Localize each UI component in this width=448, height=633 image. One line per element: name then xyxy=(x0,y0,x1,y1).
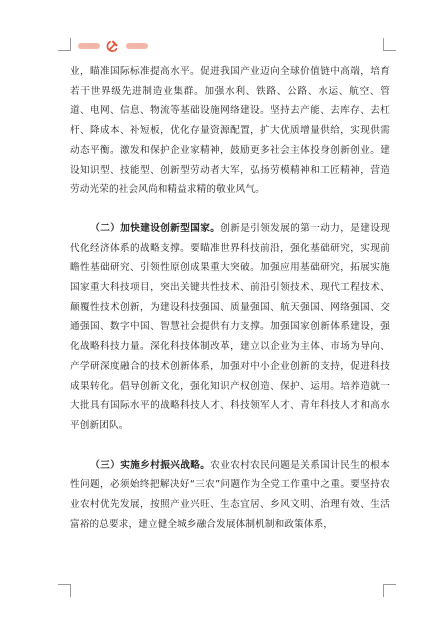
hammer-sickle-icon xyxy=(106,39,120,53)
section-2-paragraph xyxy=(70,219,390,436)
section-3-body: 农业农村农民问题是关系国计民生的根本性问题，必须始终把解决好“三农”问题作为全党工作重中之重。要坚持农业农村优先发展，按照产业兴旺、生态宜居、乡风文明、治理有效、生活富裕的总要求，建立健全城乡融合发展体制机制和政策体系， xyxy=(70,459,390,530)
paragraph-spacer xyxy=(70,200,390,219)
crop-mark-bottom-right xyxy=(383,584,396,597)
crop-mark-bottom-left xyxy=(58,584,71,597)
section-2-body: 创新是引领发展的第一动力，是建设现代化经济体系的战略支撑。要瞄准世界科技前沿，强化基础研究，实现前瞻性基础研究、引领性原创成果重大突破。加强应用基础研究，拓展实施国家重大科技项目，突出关键共性技术、前沿引领技术、现代工程技术、颠覆性技术创新，为建设科技强国、质量强国、航天强国、网络强国、交通强国、数字中国、智慧社会提供有力支撑。加强国家创新体系建设，强化战略科技力量。深化科技体制改革，建立以企业为主体、市场为导向、产学研深度融合的技术创新体系，加强对中小企业创新的支持，促进科技成果转化。倡导创新文化，强化知识产权创造、保护、运用。培养造就一大批具有国际水平的战略科技人才、科技领军人才、青年科技人才和高水平创新团队。 xyxy=(70,222,390,431)
paragraph-1: 业，瞄准国际标准提高水平。促进我国产业迈向全球价值链中高端，培育若干世界级先进制造业集群。加强水利、铁路、公路、水运、航空、管道、电网、信息、物流等基础设施网络建设。坚持去产能、去库存、去杠杆、降成本、补短板，优化存量资源配置，扩大优质增量供给，实现供需动态平衡。激发和保护企业家精神，鼓励更多社会主体投身创新创业。建设知识型、技能型、创新型劳动者大军，弘扬劳模精神和工匠精神，营造劳动光荣的社会风尚和精益求精的敬业风气。 xyxy=(70,66,390,196)
paragraph-spacer xyxy=(70,436,390,456)
decorative-bar-left xyxy=(78,43,100,49)
decorative-bar-right xyxy=(126,43,148,49)
document-body xyxy=(70,62,390,534)
crop-mark-top-left xyxy=(58,38,71,51)
crop-mark-top-right xyxy=(383,38,396,51)
section-3-paragraph xyxy=(70,456,390,535)
section-2-heading: （二）加快建设创新型国家。 xyxy=(90,222,221,234)
section-3-heading: （三）实施乡村振兴战略。 xyxy=(90,459,211,471)
header-decoration xyxy=(78,40,148,52)
